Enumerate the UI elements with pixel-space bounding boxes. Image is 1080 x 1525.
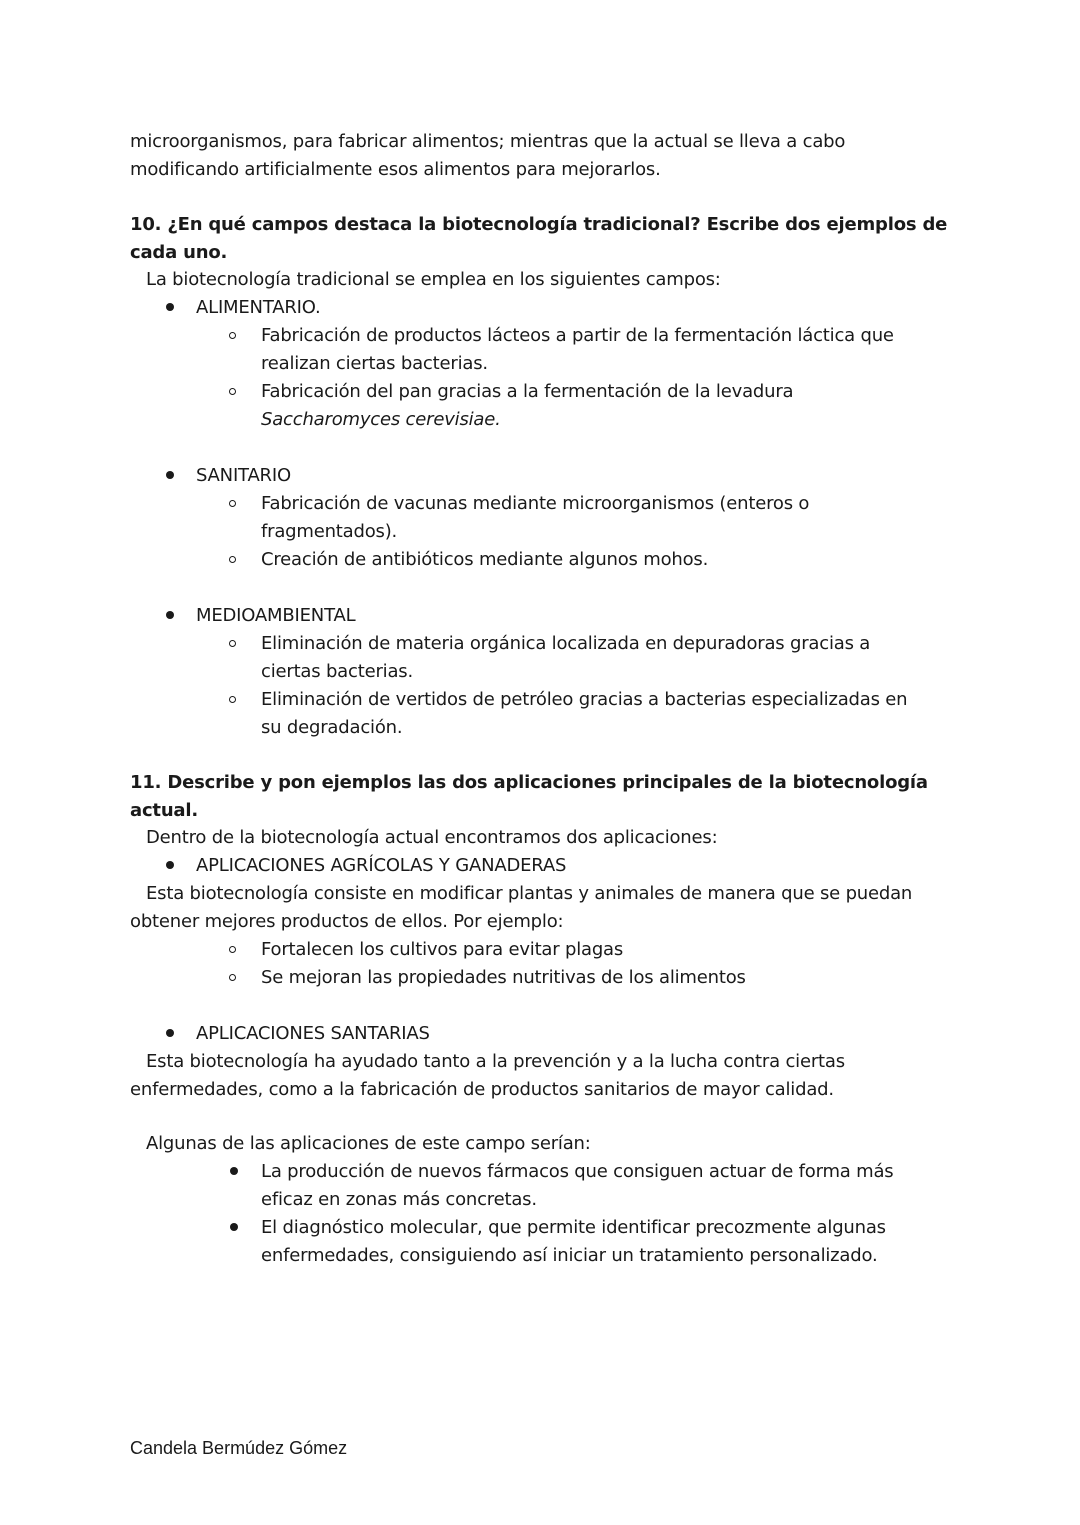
example-line: Eliminación de materia orgánica localizada en depuradoras gracias a [261, 633, 871, 654]
example-line: realizan ciertas bacterias. [261, 353, 488, 374]
application-label-agricola: APLICACIONES AGRÍCOLAS Y GANADERAS [196, 855, 567, 876]
paragraph-line: obtener mejores productos de ellos. Por ejemplo: [130, 911, 564, 932]
q10-heading-line-1: 10. ¿En qué campos destaca la biotecnología tradicional? Escribe dos ejemplos de [130, 214, 948, 235]
example-line: Fabricación de productos lácteos a partir de la fermentación láctica que [261, 325, 894, 346]
field-label-medioambiental: MEDIOAMBIENTAL [196, 605, 356, 626]
example-line: su degradación. [261, 717, 403, 738]
bullet-circle-icon [229, 556, 236, 563]
example-line: Fabricación del pan gracias a la fermentación de la levadura [261, 381, 794, 402]
bullet-disc-icon [166, 303, 174, 311]
paragraph-line: Esta biotecnología consiste en modificar plantas y animales de manera que se puedan [146, 883, 913, 904]
example-line: Fortalecen los cultivos para evitar plagas [261, 939, 624, 960]
intro-line-1: microorganismos, para fabricar alimentos; mientras que la actual se lleva a cabo [130, 131, 846, 152]
field-label-alimentario: ALIMENTARIO. [196, 297, 321, 318]
q11-intro: Dentro de la biotecnología actual encontramos dos aplicaciones: [146, 827, 718, 848]
field-label-sanitario: SANITARIO [196, 465, 291, 486]
bullet-circle-icon [229, 500, 236, 507]
bullet-disc-icon [230, 1223, 238, 1231]
bullet-circle-icon [229, 696, 236, 703]
example-line: eficaz en zonas más concretas. [261, 1189, 537, 1210]
paragraph-line: Algunas de las aplicaciones de este campo serían: [146, 1133, 591, 1154]
species-name: Saccharomyces cerevisiae. [261, 409, 501, 430]
example-line: Fabricación de vacunas mediante microorganismos (enteros o [261, 493, 810, 514]
example-line: La producción de nuevos fármacos que consiguen actuar de forma más [261, 1161, 894, 1182]
bullet-circle-icon [229, 388, 236, 395]
q11-heading-line-1: 11. Describe y pon ejemplos las dos aplicaciones principales de la biotecnología [130, 772, 928, 793]
example-line: El diagnóstico molecular, que permite identificar precozmente algunas [261, 1217, 886, 1238]
bullet-disc-icon [166, 1029, 174, 1037]
paragraph-line: Esta biotecnología ha ayudado tanto a la prevención y a la lucha contra ciertas [146, 1051, 845, 1072]
example-line: Eliminación de vertidos de petróleo gracias a bacterias especializadas en [261, 689, 908, 710]
q10-intro: La biotecnología tradicional se emplea en los siguientes campos: [146, 269, 721, 290]
bullet-disc-icon [166, 471, 174, 479]
bullet-circle-icon [229, 974, 236, 981]
bullet-disc-icon [166, 861, 174, 869]
example-line: Se mejoran las propiedades nutritivas de los alimentos [261, 967, 746, 988]
bullet-circle-icon [229, 640, 236, 647]
example-line: Creación de antibióticos mediante algunos mohos. [261, 549, 709, 570]
q10-heading-line-2: cada uno. [130, 242, 228, 263]
bullet-circle-icon [229, 946, 236, 953]
footer-author: Candela Bermúdez Gómez [130, 1438, 348, 1458]
example-line: enfermedades, consiguiendo así iniciar un tratamiento personalizado. [261, 1245, 878, 1266]
bullet-disc-icon [166, 611, 174, 619]
bullet-disc-icon [230, 1167, 238, 1175]
q11-heading-line-2: actual. [130, 800, 198, 821]
application-label-sanitaria: APLICACIONES SANTARIAS [196, 1023, 430, 1044]
paragraph-line: enfermedades, como a la fabricación de productos sanitarios de mayor calidad. [130, 1079, 834, 1100]
bullet-circle-icon [229, 332, 236, 339]
intro-line-2: modificando artificialmente esos alimentos para mejorarlos. [130, 159, 661, 180]
example-line: ciertas bacterias. [261, 661, 413, 682]
example-line: fragmentados). [261, 521, 398, 542]
